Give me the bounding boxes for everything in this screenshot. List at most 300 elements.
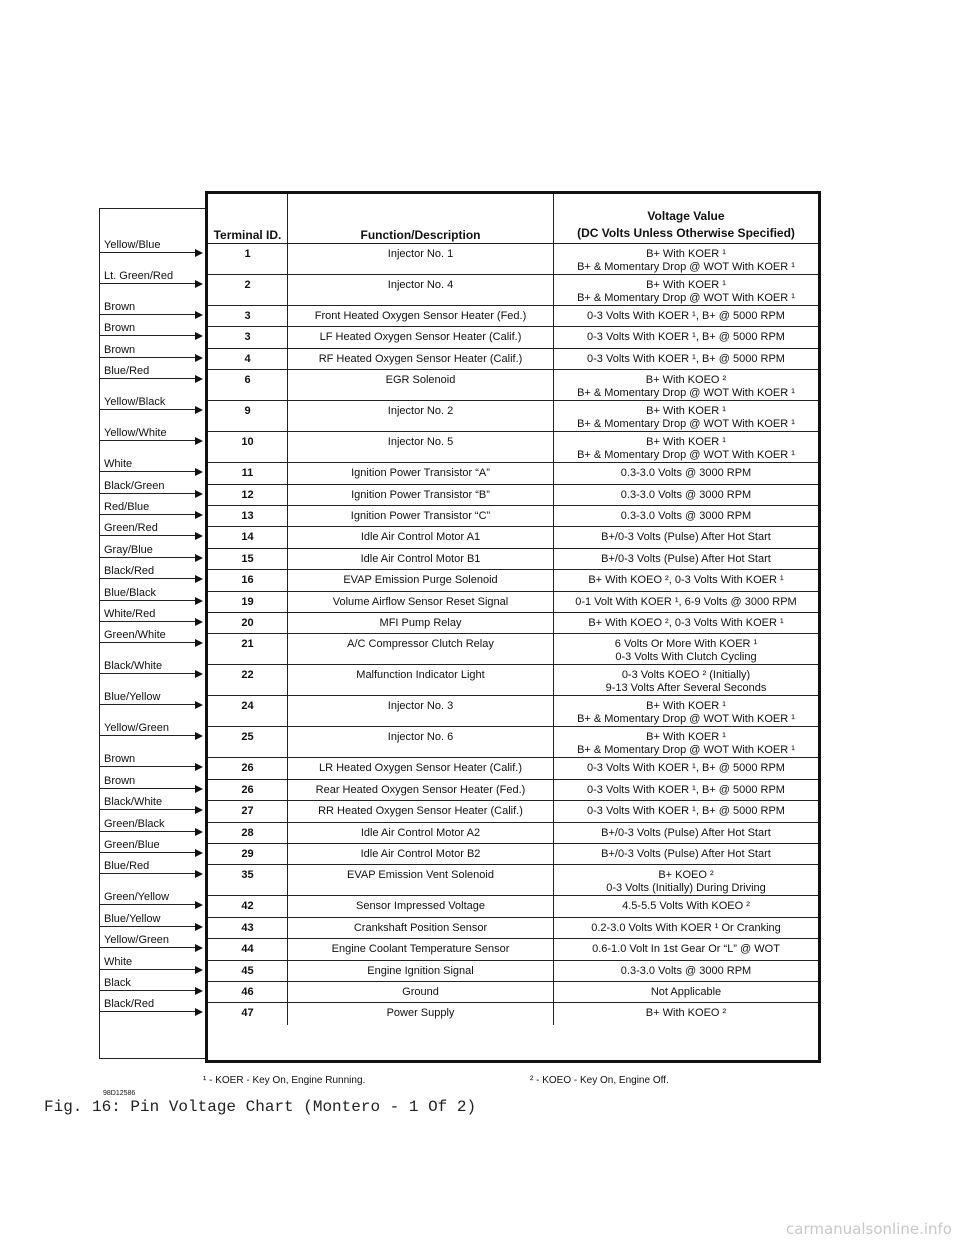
terminal-cell [208,244,288,274]
voltage-value-line: B+ With KOEO ², 0-3 Volts With KOER ¹ [588,617,784,629]
arrow-right-icon [195,701,203,709]
voltage-value-line: B+ With KOER ¹ [646,248,726,260]
terminal-id: 13 [241,510,254,522]
table-row [208,244,818,275]
wire-underline [99,990,197,991]
function-cell [288,613,554,633]
wire-entry [99,604,205,620]
wire-entry [99,361,205,377]
wire-underline [99,1011,197,1012]
wire-entry [99,476,205,492]
function-description: Idle Air Control Motor B2 [360,848,481,860]
function-cell [288,370,554,400]
function-cell [288,961,554,981]
voltage-value-line: B+ & Momentary Drop @ WOT With KOER ¹ [577,292,795,304]
wire-color-label: Blue/Black [104,586,156,599]
wire-underline [99,440,197,441]
figure-id: 98D12586 [103,1090,136,1097]
terminal-id: 16 [241,574,254,587]
header-voltage-cell [554,194,818,243]
header-voltage-title: Voltage Value [647,209,725,223]
wire-entry [99,266,205,282]
wire-entry [99,540,205,556]
function-description: EGR Solenoid [385,374,456,387]
wire-color-label: Blue/Yellow [104,691,161,704]
function-description: EVAP Emission Vent Solenoid [347,869,494,882]
wire-underline [99,788,197,789]
terminal-id: 20 [241,617,254,629]
function-cell [288,275,554,305]
arrow-right-icon [195,406,203,414]
arrow-right-icon [195,870,203,878]
function-cell [288,844,554,864]
voltage-cell [554,432,818,462]
wire-column-top-border [99,208,205,209]
voltage-value-line: 0-1 Volt With KOER ¹, 6-9 Volts @ 3000 RPM [575,595,797,608]
wire-entry [99,835,205,851]
wire-underline [99,252,197,253]
terminal-cell [208,275,288,305]
wire-underline [99,283,197,284]
header-terminal: Terminal ID. [213,228,282,242]
footnote-koer: ¹ - KOER - Key On, Engine Running. [203,1075,366,1086]
terminal-id: 47 [241,1007,254,1020]
voltage-value-line: B+ With KOER ¹ [646,731,726,744]
wire-color-label: Green/White [104,629,166,642]
terminal-cell [208,506,288,526]
voltage-cell [554,485,818,505]
wire-color-label: Black/White [104,660,163,673]
wire-color-column [99,191,205,1071]
voltage-value-line: 0-3 Volts With KOER ¹, B+ @ 5000 RPM [587,805,785,818]
function-cell [288,696,554,726]
table-row [208,306,818,327]
wire-color-label: Brown [104,753,136,766]
table-row [208,727,818,758]
function-cell [288,570,554,590]
terminal-id: 6 [244,374,251,387]
function-cell [288,1003,554,1024]
table-row [208,613,818,634]
terminal-id: 10 [241,436,254,449]
wire-underline [99,471,197,472]
wire-entry [99,392,205,408]
table-row [208,349,818,370]
voltage-value-line: B+ With KOER ¹ [646,279,726,291]
terminal-id: 2 [244,279,251,291]
wire-color-label: White/Red [104,608,156,620]
wire-underline [99,535,197,536]
wire-entry [99,454,205,470]
table-row [208,696,818,727]
terminal-cell [208,349,288,369]
voltage-cell [554,401,818,431]
terminal-id: 24 [241,700,254,713]
voltage-cell [554,982,818,1002]
arrow-right-icon [195,670,203,678]
voltage-value-line: 0-3 Volts With KOER ¹, B+ @ 5000 RPM [587,352,785,365]
terminal-id: 44 [241,943,254,956]
terminal-id: 29 [241,848,254,860]
terminal-cell [208,801,288,821]
wire-color-label: Blue/Red [104,365,150,378]
voltage-value-line: 0-3 Volts With KOER ¹, B+ @ 5000 RPM [587,310,785,322]
terminal-id: 21 [241,638,254,651]
wire-underline [99,831,197,832]
wire-entry [99,340,205,356]
wire-color-label: Blue/Red [104,860,150,873]
wire-entry [99,625,205,641]
wire-entry [99,792,205,808]
wire-color-label: Green/Yellow [104,891,170,904]
voltage-cell [554,370,818,400]
terminal-cell [208,592,288,612]
terminal-id: 3 [244,331,251,344]
terminal-cell [208,823,288,843]
voltage-value-line: B+ & Momentary Drop @ WOT With KOER ¹ [577,387,795,400]
arrow-right-icon [195,375,203,383]
function-description: Front Heated Oxygen Sensor Heater (Fed.) [314,310,527,322]
terminal-id: 46 [241,986,254,998]
function-description: Idle Air Control Motor A2 [360,826,481,839]
pin-voltage-diagram [99,191,821,1071]
wire-color-label: Lt. Green/Red [104,270,174,282]
voltage-cell [554,275,818,305]
wire-underline [99,600,197,601]
terminal-cell [208,432,288,462]
function-cell [288,665,554,695]
wire-underline [99,904,197,905]
wire-color-label: Black/Red [104,998,155,1011]
terminal-id: 12 [241,488,254,501]
voltage-cell [554,823,818,843]
function-cell [288,865,554,895]
terminal-id: 42 [241,900,254,913]
voltage-value-line: 0.3-3.0 Volts @ 3000 RPM [620,510,752,522]
function-description: Engine Coolant Temperature Sensor [331,943,510,956]
wire-color-label: Yellow/White [104,427,167,440]
terminal-cell [208,758,288,778]
voltage-value-line: B+/0-3 Volts (Pulse) After Hot Start [601,531,771,544]
table-row [208,370,818,401]
table-row [208,432,818,463]
wire-color-label: Gray/Blue [104,543,153,556]
wire-underline [99,357,197,358]
function-description: Ground [402,986,439,998]
function-cell [288,549,554,569]
voltage-value-line: 0-3 Volts (Initially) During Driving [606,882,766,895]
terminal-cell [208,844,288,864]
voltage-value-line: 0-3 Volts With KOER ¹, B+ @ 5000 RPM [587,331,785,344]
voltage-value-line: 0.6-1.0 Volt In 1st Gear Or “L” @ WOT [592,943,780,956]
terminal-id: 26 [241,762,254,775]
voltage-value-line: 0-3 Volts With KOER ¹, B+ @ 5000 RPM [587,762,785,775]
voltage-value-line: 0.3-3.0 Volts @ 3000 RPM [620,488,752,501]
arrow-right-icon [195,437,203,445]
terminal-id: 22 [241,669,254,682]
terminal-id: 35 [241,869,254,882]
wire-entry [99,856,205,872]
wire-entry [99,561,205,577]
header-function: Function/Description [360,228,481,242]
table-row [208,844,818,865]
terminal-cell [208,485,288,505]
function-cell [288,896,554,916]
wire-entry [99,687,205,703]
voltage-value-line: 0.2-3.0 Volts With KOER ¹ Or Cranking [591,921,781,934]
wire-underline [99,642,197,643]
wire-underline [99,852,197,853]
table-row [208,665,818,696]
wire-entry [99,973,205,989]
function-cell [288,306,554,326]
wire-underline [99,378,197,379]
terminal-cell [208,401,288,431]
function-description: Injector No. 5 [387,436,454,449]
wire-entry [99,771,205,787]
voltage-value-line: 0.3-3.0 Volts @ 3000 RPM [620,964,752,977]
wire-underline [99,335,197,336]
wire-entry [99,718,205,734]
voltage-value-line: B+ With KOER ¹ [646,405,726,418]
wire-color-label: Black/White [104,796,163,809]
terminal-cell [208,370,288,400]
voltage-value-line: 9-13 Volts After Several Seconds [605,682,767,695]
terminal-cell [208,665,288,695]
wire-underline [99,557,197,558]
arrow-right-icon [195,732,203,740]
terminal-cell [208,896,288,916]
wire-entry [99,656,205,672]
function-description: Sensor Impressed Voltage [355,900,486,913]
wire-color-label: Brown [104,322,136,335]
function-description: Power Supply [386,1007,455,1020]
wire-underline [99,514,197,515]
voltage-cell [554,592,818,612]
voltage-cell [554,865,818,895]
wire-color-label: Green/Red [104,522,158,535]
table-row [208,485,818,506]
function-cell [288,485,554,505]
voltage-value-line: B+ KOEO ² [658,869,714,882]
voltage-value-line: 0-3 Volts KOEO ² (Initially) [621,669,751,682]
wire-entry [99,930,205,946]
wire-column-bottom-border [99,1058,205,1059]
terminal-cell [208,918,288,938]
wire-entry [99,952,205,968]
wire-color-label: Brown [104,301,136,313]
terminal-id: 14 [241,531,254,544]
terminal-cell [208,1003,288,1024]
function-cell [288,592,554,612]
voltage-value-line: B+ With KOER ¹ [646,700,726,713]
voltage-value-line: 0.3-3.0 Volts @ 3000 RPM [620,467,752,480]
voltage-value-line: B+ With KOEO ² [645,374,727,387]
terminal-id: 25 [241,731,254,744]
function-description: EVAP Emission Purge Solenoid [343,574,498,587]
voltage-cell [554,244,818,274]
wire-color-label: Yellow/Blue [104,239,161,251]
terminal-cell [208,780,288,800]
footnote-koeo: ² - KOEO - Key On, Engine Off. [530,1075,669,1086]
function-cell [288,463,554,483]
terminal-cell [208,613,288,633]
terminal-id: 45 [241,964,254,977]
table-row [208,1003,818,1024]
function-cell [288,939,554,959]
voltage-cell [554,939,818,959]
function-description: Ignition Power Transistor “C” [350,510,491,522]
header-terminal-cell [208,194,288,243]
wire-entry [99,297,205,313]
wire-underline [99,969,197,970]
wire-underline [99,926,197,927]
voltage-cell [554,306,818,326]
wire-color-label: Yellow/Green [104,722,170,735]
wire-color-label: White [104,955,133,968]
table-row [208,939,818,960]
terminal-cell [208,549,288,569]
function-cell [288,801,554,821]
voltage-value-line: B+ With KOEO ², 0-3 Volts With KOER ¹ [588,574,784,587]
table-row [208,570,818,591]
function-description: Malfunction Indicator Light [356,669,485,682]
wire-entry [99,518,205,534]
wire-underline [99,314,197,315]
terminal-cell [208,570,288,590]
table-row [208,463,818,484]
function-description: Crankshaft Position Sensor [353,921,488,934]
voltage-cell [554,506,818,526]
table-row [208,918,818,939]
function-description: Idle Air Control Motor A1 [360,531,481,544]
wire-underline [99,735,197,736]
voltage-cell [554,896,818,916]
voltage-cell [554,349,818,369]
table-row [208,506,818,527]
terminal-id: 11 [241,467,254,480]
table-row [208,982,818,1003]
function-cell [288,527,554,547]
wire-entry [99,423,205,439]
wire-color-label: Blue/Yellow [104,912,161,925]
arrow-right-icon [195,1008,203,1016]
function-description: RR Heated Oxygen Sensor Heater (Calif.) [318,805,523,818]
wire-color-label: Black [104,977,131,989]
terminal-cell [208,634,288,664]
terminal-id: 9 [244,405,251,418]
terminal-cell [208,306,288,326]
wire-underline [99,578,197,579]
table-row [208,401,818,432]
terminal-id: 4 [244,352,251,365]
wire-underline [99,873,197,874]
function-description: Ignition Power Transistor “A” [351,467,490,480]
voltage-value-line: B+ With KOEO ² [645,1007,727,1020]
voltage-cell [554,665,818,695]
wire-color-label: Green/Blue [104,839,160,851]
function-description: Injector No. 3 [387,700,454,713]
wire-underline [99,766,197,767]
voltage-cell [554,549,818,569]
function-cell [288,327,554,347]
table-row [208,275,818,306]
terminal-id: 27 [241,805,254,818]
terminal-id: 19 [241,595,254,608]
terminal-cell [208,463,288,483]
wire-underline [99,947,197,948]
function-description: Injector No. 1 [387,248,454,260]
terminal-cell [208,327,288,347]
voltage-cell [554,727,818,757]
wire-color-label: Brown [104,343,136,356]
voltage-value-line: B+ & Momentary Drop @ WOT With KOER ¹ [577,418,795,431]
voltage-cell [554,570,818,590]
wire-entry [99,887,205,903]
wire-entry [99,814,205,830]
function-description: Engine Ignition Signal [367,964,474,977]
arrow-right-icon [195,280,203,288]
table-row [208,823,818,844]
wire-entry [99,235,205,251]
voltage-value-line: 4.5-5.5 Volts With KOEO ² [622,900,750,913]
function-cell [288,506,554,526]
figure-caption: Fig. 16: Pin Voltage Chart (Montero - 1 Of 2) [44,1098,477,1116]
table-row [208,758,818,779]
wire-entry [99,318,205,334]
table-row [208,780,818,801]
watermark: carmanualsonline.info [786,1220,952,1238]
function-cell [288,634,554,664]
voltage-cell [554,696,818,726]
voltage-cell [554,527,818,547]
function-cell [288,982,554,1002]
voltage-value-line: 6 Volts Or More With KOER ¹ [614,638,758,651]
function-description: MFI Pump Relay [379,617,462,629]
function-cell [288,823,554,843]
wire-underline [99,704,197,705]
table-header-row [208,194,818,244]
wire-color-label: Brown [104,774,136,787]
wire-entry [99,497,205,513]
terminal-id: 26 [241,783,254,796]
wire-color-label: Green/Black [104,817,165,830]
table-row [208,634,818,665]
table-row [208,801,818,822]
wire-underline [99,621,197,622]
voltage-value-line: B+ With KOER ¹ [646,436,726,449]
wire-color-label: White [104,458,133,471]
terminal-cell [208,696,288,726]
voltage-value-line: 0-3 Volts With Clutch Cycling [615,651,757,664]
function-description: LF Heated Oxygen Sensor Heater (Calif.) [319,331,522,344]
voltage-cell [554,1003,818,1024]
voltage-cell [554,961,818,981]
voltage-value-line: 0-3 Volts With KOER ¹, B+ @ 5000 RPM [587,783,785,796]
function-description: Ignition Power Transistor “B” [351,488,490,501]
function-description: A/C Compressor Clutch Relay [347,638,494,651]
table-row [208,592,818,613]
voltage-value-line: B+ & Momentary Drop @ WOT With KOER ¹ [577,744,795,757]
voltage-value-line: B+ & Momentary Drop @ WOT With KOER ¹ [577,713,795,726]
voltage-cell [554,613,818,633]
function-cell [288,432,554,462]
terminal-cell [208,939,288,959]
header-voltage-subtitle: (DC Volts Unless Otherwise Specified) [577,226,795,240]
wire-underline [99,493,197,494]
wire-color-label: Yellow/Green [104,934,170,947]
table-row [208,961,818,982]
